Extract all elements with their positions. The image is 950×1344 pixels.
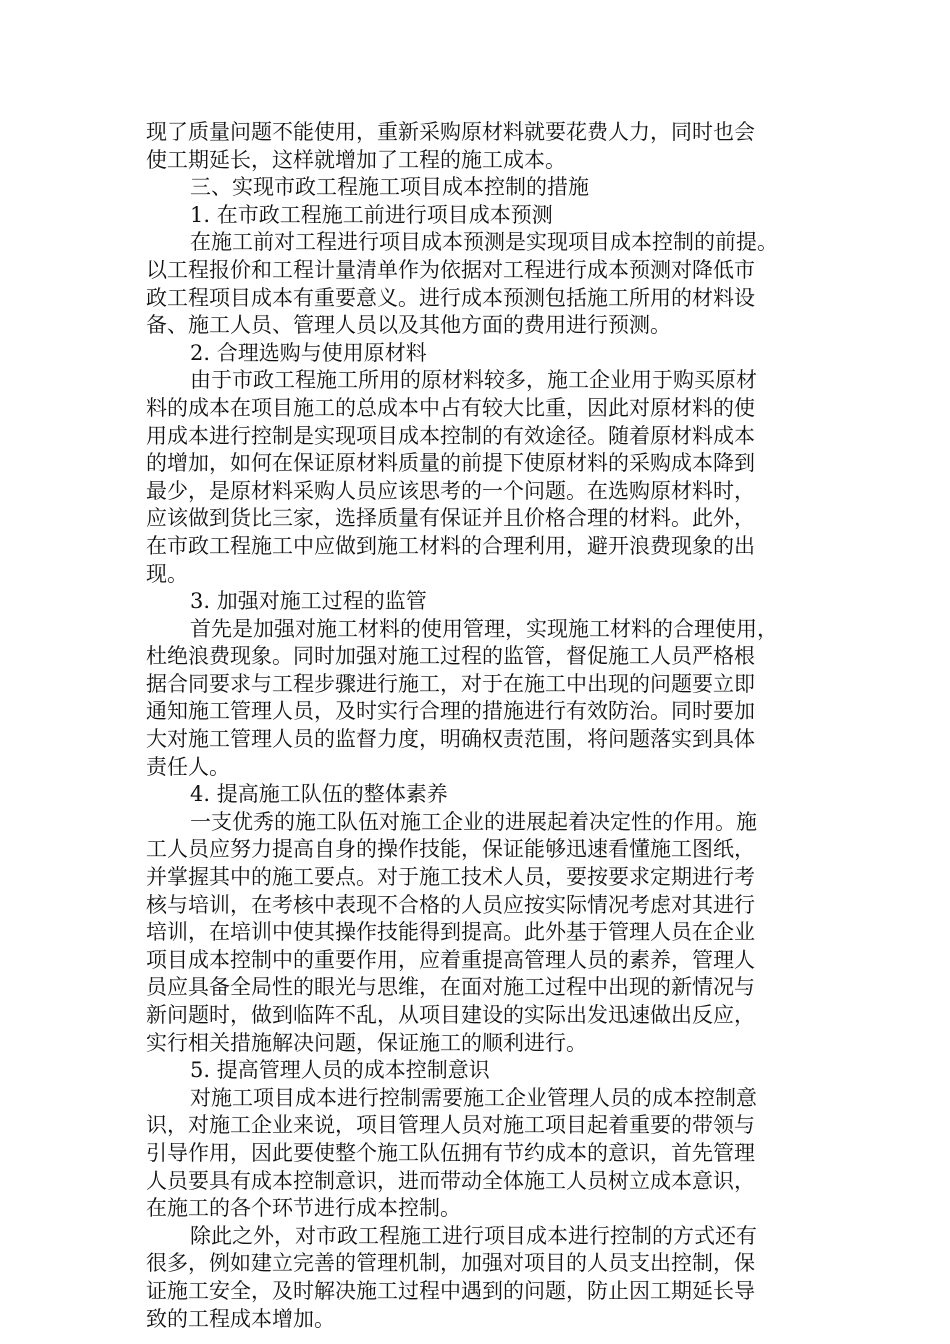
text-line: 很多，例如建立完善的管理机制，加强对项目的人员支出控制，保 — [146, 1251, 755, 1276]
text-line: 应该做到货比三家，选择质量有保证并且价格合理的材料。此外， — [146, 506, 755, 531]
text-line: 人员要具有成本控制意识，进而带动全体施工人员树立成本意识， — [146, 1168, 755, 1193]
text-line: 大对施工管理人员的监督力度，明确权责范围，将问题落实到具体 — [146, 727, 755, 752]
text-line: 核与培训，在考核中表现不合格的人员应按实际情况考虑对其进行 — [146, 892, 755, 917]
text-line: 并掌握其中的施工要点。对于施工技术人员，要按要求定期进行考 — [146, 865, 755, 890]
text-line: 5. 提高管理人员的成本控制意识 — [190, 1058, 490, 1083]
text-line: 备、施工人员、管理人员以及其他方面的费用进行预测。 — [146, 313, 671, 338]
text-line: 引导作用，因此要使整个施工队伍拥有节约成本的意识，首先管理 — [146, 1140, 755, 1165]
text-line: 新问题时，做到临阵不乱，从项目建设的实际出发迅速做出反应， — [146, 1003, 755, 1027]
text-line: 证施工安全，及时解决施工过程中遇到的问题，防止因工期延长导 — [146, 1278, 755, 1303]
text-line: 的增加，如何在保证原材料质量的前提下使原材料的采购成本降到 — [146, 451, 755, 476]
text-line: 培训，在培训中使其操作技能得到提高。此外基于管理人员在企业 — [146, 920, 755, 945]
text-line: 除此之外，对市政工程施工进行项目成本进行控制的方式还有 — [190, 1223, 757, 1248]
text-line: 使工期延长，这样就增加了工程的施工成本。 — [146, 147, 566, 172]
text-line: 致的工程成本增加。 — [146, 1306, 335, 1331]
text-line: 据合同要求与工程步骤进行施工，对于在施工中出现的问题要立即 — [146, 671, 755, 696]
text-line: 项目成本控制中的重要作用，应着重提高管理人员的素养，管理人 — [146, 947, 755, 972]
text-line: 料的成本在项目施工的总成本中占有较大比重，因此对原材料的使 — [146, 395, 755, 420]
text-line: 责任人。 — [146, 754, 230, 779]
text-line: 4. 提高施工队伍的整体素养 — [190, 782, 448, 807]
text-line: 在施工的各个环节进行成本控制。 — [146, 1196, 461, 1221]
text-line: 现了质量问题不能使用，重新采购原材料就要花费人力，同时也会 — [146, 120, 755, 144]
text-line: 工人员应努力提高自身的操作技能，保证能够迅速看懂施工图纸， — [146, 837, 755, 862]
text-line: 现。 — [146, 561, 188, 586]
text-line: 首先是加强对施工材料的使用管理，实现施工材料的合理使用， — [190, 616, 778, 641]
text-line: 三、实现市政工程施工项目成本控制的措施 — [190, 175, 589, 200]
text-line: 通知施工管理人员，及时实行合理的措施进行有效防治。同时要加 — [146, 699, 755, 724]
text-line: 杜绝浪费现象。同时加强对施工过程的监管，督促施工人员严格根 — [146, 644, 755, 669]
text-line: 政工程项目成本有重要意义。进行成本预测包括施工所用的材料设 — [146, 285, 755, 310]
text-line: 由于市政工程施工所用的原材料较多，施工企业用于购买原材 — [190, 368, 757, 393]
text-line: 2. 合理选购与使用原材料 — [190, 340, 427, 365]
text-line: 3. 加强对施工过程的监管 — [190, 589, 427, 614]
text-line: 对施工项目成本进行控制需要施工企业管理人员的成本控制意 — [190, 1085, 757, 1110]
text-line: 用成本进行控制是实现项目成本控制的有效途径。随着原材料成本 — [146, 423, 755, 448]
text-line: 最少，是原材料采购人员应该思考的一个问题。在选购原材料时， — [146, 478, 755, 503]
text-line: 一支优秀的施工队伍对施工企业的进展起着决定性的作用。施 — [190, 809, 757, 834]
text-line: 1. 在市政工程施工前进行项目成本预测 — [190, 202, 553, 227]
text-line: 以工程报价和工程计量清单作为依据对工程进行成本预测对降低市 — [146, 257, 755, 282]
text-line: 在施工前对工程进行项目成本预测是实现项目成本控制的前提。 — [190, 230, 778, 255]
text-line: 员应具备全局性的眼光与思维，在面对施工过程中出现的新情况与 — [146, 975, 755, 1000]
document-body — [146, 119, 818, 1333]
text-line: 实行相关措施解决问题，保证施工的顺利进行。 — [146, 1030, 587, 1055]
text-line: 在市政工程施工中应做到施工材料的合理利用，避开浪费现象的出 — [146, 533, 755, 558]
text-line: 识，对施工企业来说，项目管理人员对施工项目起着重要的带领与 — [146, 1113, 755, 1138]
